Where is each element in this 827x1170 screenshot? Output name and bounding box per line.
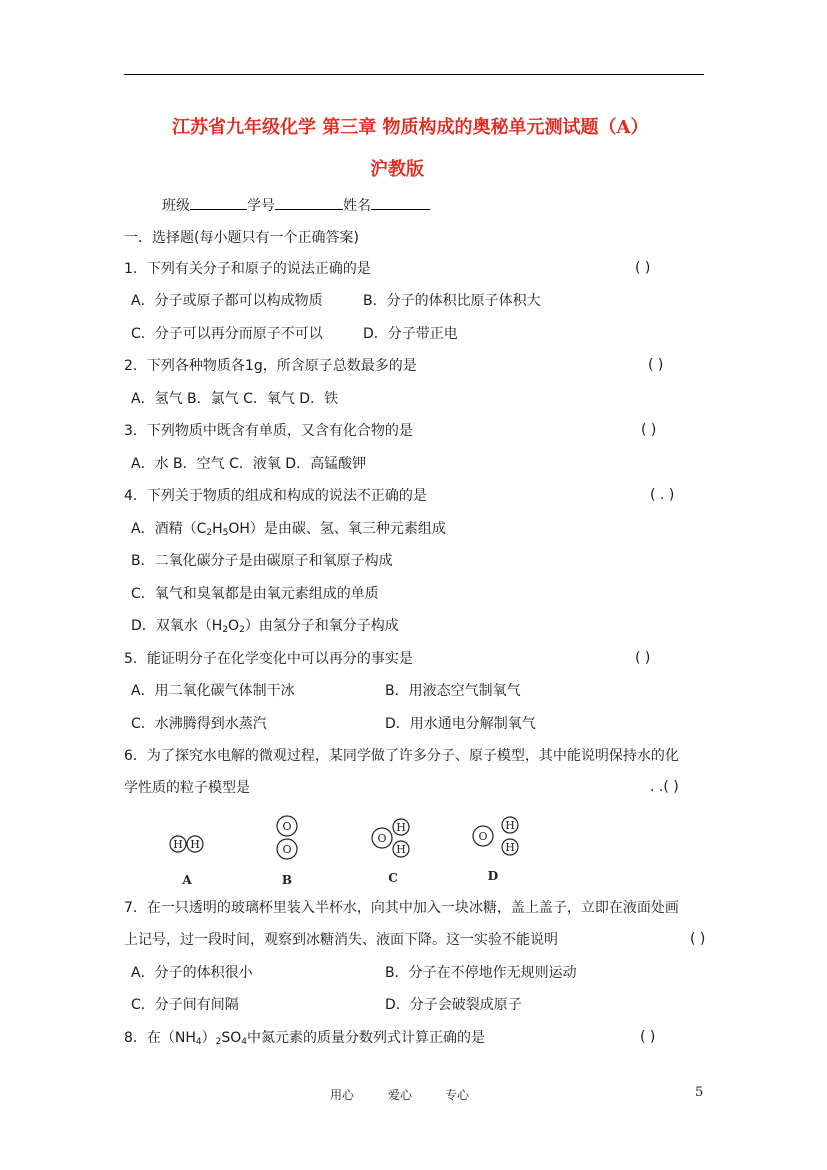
number-field[interactable] (275, 195, 343, 210)
footer-motto-3: 专心 (445, 1088, 470, 1102)
question-1-option-b: B．分子的体积比原子体积大 (363, 293, 541, 309)
question-2-answer: ( ) (648, 357, 664, 373)
name-field[interactable] (371, 195, 430, 210)
question-8-answer: ( ) (640, 1029, 656, 1045)
page-number: 5 (695, 1085, 704, 1100)
question-4-option-c: C．氧气和臭氧都是由氧元素组成的单质 (131, 586, 379, 602)
model-d (473, 817, 518, 855)
question-1-stem: 1．下列有关分子和原子的说法正确的是 (124, 261, 371, 277)
model-c (372, 819, 409, 857)
model-b (277, 816, 297, 859)
model-b-label: B (281, 873, 293, 887)
question-6-stem-line-2: 学性质的粒子模型是 (124, 780, 250, 796)
question-4-stem: 4．下列关于物质的组成和构成的说法不正确的是 (124, 488, 427, 504)
class-field[interactable] (190, 195, 247, 210)
question-2-options: A．氢气 B．氯气 C．氧气 D．铁 (131, 391, 339, 407)
question-5-option-b: B．用液态空气制氧气 (385, 683, 521, 699)
question-4-option-d: D．双氧水$(H_2O_2)$由氢分子和氧分子构成 (131, 618, 399, 635)
question-5-option-a: A．用二氧化碳气体制干冰 (131, 683, 295, 699)
model-a (170, 836, 203, 852)
model-d-atom-3: H (505, 841, 515, 854)
question-4-option-a: A．酒精$(C_2H_5OH)$是由碳、氢、氧三种元素组成 (131, 521, 446, 538)
molecule-models-figure (150, 808, 550, 888)
model-a-label: A (182, 873, 192, 887)
model-b-atom-1: O (282, 820, 292, 833)
name-label: 姓名 (343, 198, 371, 214)
question-7-answer: ( ) (690, 931, 706, 947)
question-7-stem-line-2: 上记号，过一段时间，观察到冰糖消失、液面下降。这一实验不能说明 (124, 932, 558, 948)
header-rule (124, 74, 704, 75)
model-c-label: C (388, 871, 398, 885)
model-d-label: D (487, 869, 499, 883)
question-3-answer: ( ) (641, 422, 657, 438)
model-a-atom-2: H (190, 838, 200, 851)
question-5-answer: ( ) (635, 650, 651, 666)
model-c-atom-2: H (396, 821, 406, 834)
question-3-stem: 3．下列物质中既含有单质，又含有化合物的是 (124, 423, 413, 439)
model-d-atom-2: H (505, 819, 515, 832)
class-label: 班级 (162, 198, 190, 214)
question-8-stem: 8．在$(NH_4)_2SO_4$中氮元素的质量分数列式计算正确的是 (124, 1030, 486, 1047)
model-b-atom-2: O (282, 843, 292, 856)
question-4-answer: ( . ) (650, 487, 675, 503)
question-7-option-a: A．分子的体积很小 (131, 965, 253, 981)
question-6-stem-line-1: 6．为了探究水电解的微观过程，某同学做了许多分子、原子模型，其中能说明保持水的化 (124, 748, 679, 764)
title-line-1: 江苏省九年级化学 第三章 物质构成的奥秘单元测试题（A） (172, 117, 649, 138)
question-2-stem: 2．下列各种物质各1g，所含原子总数最多的是 (124, 358, 417, 374)
model-a-atom-1: H (173, 838, 183, 851)
footer-motto-1: 用心 (330, 1088, 355, 1102)
question-7-option-c: C．分子间有间隔 (131, 997, 239, 1013)
student-info (162, 195, 430, 215)
question-6-answer: . .( ) (650, 779, 679, 795)
section-heading: 一．选择题(每小题只有一个正确答案) (124, 230, 359, 246)
question-7-option-b: B．分子在不停地作无规则运动 (385, 965, 577, 981)
question-5-stem: 5．能证明分子在化学变化中可以再分的事实是 (124, 651, 413, 667)
question-7-stem-line-1: 7．在一只透明的玻璃杯里装入半杯水，向其中加入一块冰糖，盖上盖子，立即在液面处画 (124, 900, 679, 916)
question-1-option-a: A．分子或原子都可以构成物质 (131, 293, 323, 309)
number-label: 学号 (247, 198, 275, 214)
question-1-option-d: D．分子带正电 (363, 326, 458, 342)
question-4-option-b: B．二氧化碳分子是由碳原子和氧原子构成 (131, 553, 393, 569)
footer-motto-2: 爱心 (388, 1088, 413, 1102)
question-5-option-d: D．用水通电分解制氧气 (385, 716, 536, 732)
question-1-answer: ( ) (635, 260, 651, 276)
question-3-options: A．水 B．空气 C．液氧 D．高锰酸钾 (131, 456, 367, 472)
model-c-atom-1: O (377, 832, 387, 845)
question-7-option-d: D．分子会破裂成原子 (385, 997, 522, 1013)
question-1-option-c: C．分子可以再分而原子不可以 (131, 326, 323, 342)
model-d-atom-1: O (478, 830, 488, 843)
title-line-2: 沪教版 (370, 159, 424, 180)
model-c-atom-3: H (396, 843, 406, 856)
question-5-option-c: C．水沸腾得到水蒸汽 (131, 716, 267, 732)
